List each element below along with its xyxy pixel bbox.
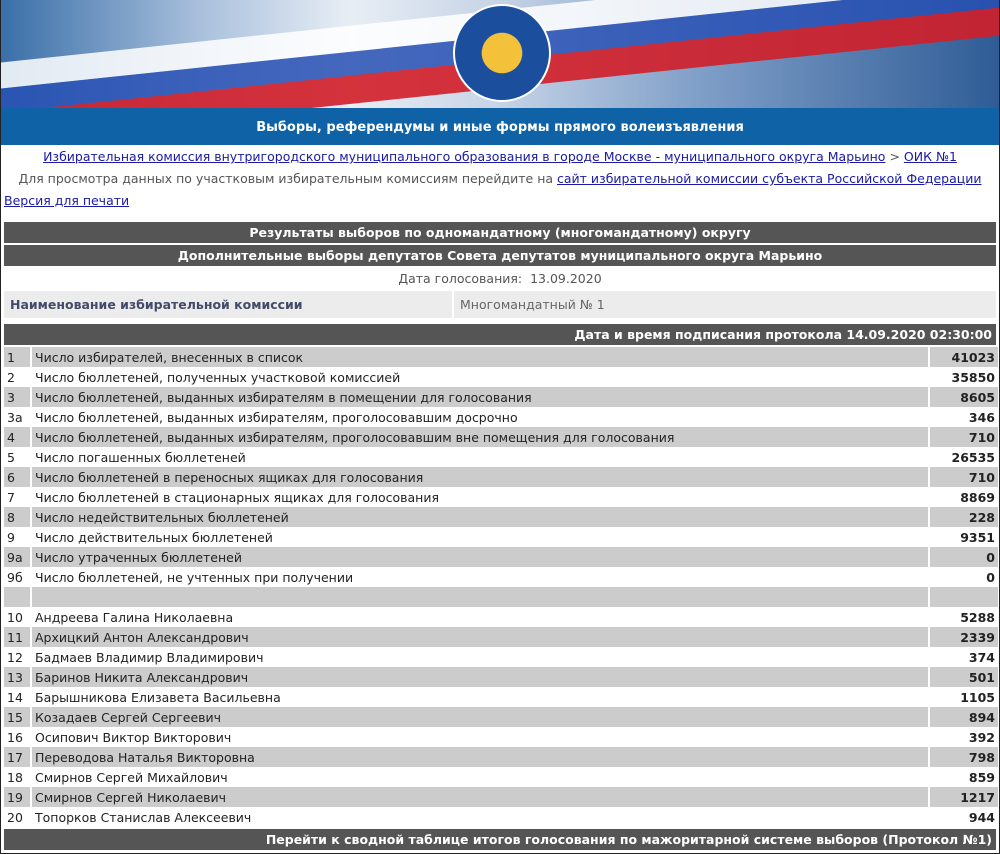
row-number: 9б <box>4 567 32 587</box>
vote-date-label: Дата голосования: <box>398 271 523 286</box>
regional-commission-link[interactable]: сайт избирательной комиссии субъекта Российской Федерации <box>557 171 982 186</box>
row-number: 16 <box>4 727 32 747</box>
row-label: Барышникова Елизавета Васильевна <box>35 689 281 705</box>
table-row <box>4 807 998 827</box>
row-number: 12 <box>4 647 32 667</box>
row-value: 894 <box>928 707 998 727</box>
row-label: Смирнов Сергей Михайлович <box>35 769 228 785</box>
table-row <box>4 347 998 367</box>
row-label: Число погашенных бюллетеней <box>35 449 246 465</box>
row-number: 8 <box>4 507 32 527</box>
table-spacer-row <box>4 587 998 607</box>
election-title: Дополнительные выборы депутатов Совета депутатов муниципального округа Марьино <box>4 245 996 266</box>
table-row <box>4 387 998 407</box>
print-version-link[interactable]: Версия для печати <box>4 193 130 208</box>
table-row <box>4 427 998 447</box>
row-value: 944 <box>928 807 998 827</box>
table-row <box>4 507 998 527</box>
table-row <box>4 367 998 387</box>
table-row <box>4 647 998 667</box>
results-table <box>4 347 998 827</box>
row-label: Число бюллетеней в стационарных ящиках для голосования <box>35 489 439 505</box>
row-label: Смирнов Сергей Николаевич <box>32 787 928 807</box>
table-row <box>4 767 998 787</box>
row-number: 19 <box>4 787 32 807</box>
row-value: 35850 <box>928 367 998 387</box>
table-row <box>4 407 998 427</box>
header-banner <box>1 0 999 108</box>
row-number: 6 <box>4 467 32 487</box>
row-value: 8869 <box>928 487 998 507</box>
row-label: Архицкий Антон Александрович <box>32 627 928 647</box>
table-row <box>4 667 998 687</box>
info-text: Для просмотра данных по участковым избирательным комиссиям перейдите на <box>18 171 554 186</box>
row-number: 11 <box>4 627 32 647</box>
row-label: Переводова Наталья Викторовна <box>32 747 928 767</box>
row-label: Андреева Галина Николаевна <box>35 609 234 625</box>
row-number: 9а <box>4 547 32 567</box>
row-label: Козадаев Сергей Сергеевич <box>32 707 928 727</box>
row-value: 5288 <box>928 607 998 627</box>
row-value: 26535 <box>928 447 998 467</box>
row-number: 4 <box>4 427 32 447</box>
row-number: 18 <box>4 767 32 787</box>
table-row <box>4 447 998 467</box>
row-number: 1 <box>4 347 32 367</box>
vote-date <box>4 268 996 290</box>
row-label: Число бюллетеней, выданных избирателям в помещении для голосования <box>32 387 928 407</box>
row-value: 2339 <box>928 627 998 647</box>
row-number: 13 <box>4 667 32 687</box>
row-value: 1105 <box>928 687 998 707</box>
table-row <box>4 747 998 767</box>
row-value: 346 <box>928 407 998 427</box>
commission-row <box>4 291 996 318</box>
row-label: Число бюллетеней, выданных избирателям, проголосовавшим вне помещения для голосования <box>32 427 928 447</box>
breadcrumb <box>1 147 999 166</box>
row-label: Бадмаев Владимир Владимирович <box>35 649 264 665</box>
row-label: Число утраченных бюллетеней <box>32 547 928 567</box>
protocol-signed: Дата и время подписания протокола 14.09.2020 02:30:00 <box>4 324 996 345</box>
breadcrumb-separator: > <box>889 149 900 164</box>
table-row <box>4 787 998 807</box>
table-row <box>4 607 998 627</box>
row-label: Баринов Никита Александрович <box>32 667 928 687</box>
row-label: Осипович Виктор Викторович <box>35 729 232 745</box>
row-number: 3 <box>4 387 32 407</box>
row-number: 5 <box>4 447 32 467</box>
row-value: 710 <box>928 467 998 487</box>
row-value: 9351 <box>928 527 998 547</box>
row-label: Число бюллетеней, выданных избирателям, проголосовавшим досрочно <box>35 409 518 425</box>
row-value: 228 <box>928 507 998 527</box>
results-title: Результаты выборов по одномандатному (многомандатному) округу <box>4 222 996 243</box>
row-value: 501 <box>928 667 998 687</box>
site-title: Выборы, референдумы и иные формы прямого волеизъявления <box>1 108 999 145</box>
commission-value: Многомандатный № 1 <box>454 291 996 318</box>
row-value: 1217 <box>928 787 998 807</box>
row-number: 14 <box>4 687 32 707</box>
row-number <box>4 587 32 607</box>
table-row <box>4 687 998 707</box>
row-value: 8605 <box>928 387 998 407</box>
row-value: 41023 <box>928 347 998 367</box>
breadcrumb-commission-link[interactable]: Избирательная комиссия внутригородского муниципального образования в городе Москве - муниципального округа Марьино <box>43 149 886 164</box>
row-label: Число избирателей, внесенных в список <box>32 347 928 367</box>
info-line <box>1 168 999 190</box>
row-number: 17 <box>4 747 32 767</box>
row-label: Число бюллетеней, не учтенных при получении <box>35 569 354 585</box>
row-value <box>928 587 998 607</box>
table-row <box>4 567 998 587</box>
row-value: 374 <box>928 647 998 667</box>
row-value: 392 <box>928 727 998 747</box>
cec-emblem-logo <box>453 4 551 102</box>
row-label: Число бюллетеней, полученных участковой комиссией <box>35 369 401 385</box>
breadcrumb-oik-link[interactable]: ОИК №1 <box>903 149 957 164</box>
table-row <box>4 547 998 567</box>
row-value: 0 <box>928 567 998 587</box>
table-row <box>4 527 998 547</box>
row-value: 859 <box>928 767 998 787</box>
row-number: 2 <box>4 367 32 387</box>
table-row <box>4 467 998 487</box>
vote-date-value: 13.09.2020 <box>530 271 602 286</box>
row-label <box>32 587 928 607</box>
summary-table-link[interactable]: Перейти к сводной таблице итогов голосования по мажоритарной системе выборов (Протокол №1) <box>4 829 996 850</box>
row-number: 15 <box>4 707 32 727</box>
row-value: 0 <box>928 547 998 567</box>
row-label: Число действительных бюллетеней <box>35 529 273 545</box>
commission-label: Наименование избирательной комиссии <box>4 291 452 318</box>
table-row <box>4 707 998 727</box>
table-row <box>4 627 998 647</box>
row-value: 798 <box>928 747 998 767</box>
row-number: 20 <box>4 807 32 827</box>
table-row <box>4 487 998 507</box>
row-value: 710 <box>928 427 998 447</box>
row-number: 3а <box>4 407 32 427</box>
row-number: 7 <box>4 487 32 507</box>
table-row <box>4 727 998 747</box>
row-label: Число бюллетеней в переносных ящиках для голосования <box>32 467 928 487</box>
row-number: 10 <box>4 607 32 627</box>
row-label: Число недействительных бюллетеней <box>32 507 928 527</box>
row-number: 9 <box>4 527 32 547</box>
row-label: Топорков Станислав Алексеевич <box>35 809 252 825</box>
